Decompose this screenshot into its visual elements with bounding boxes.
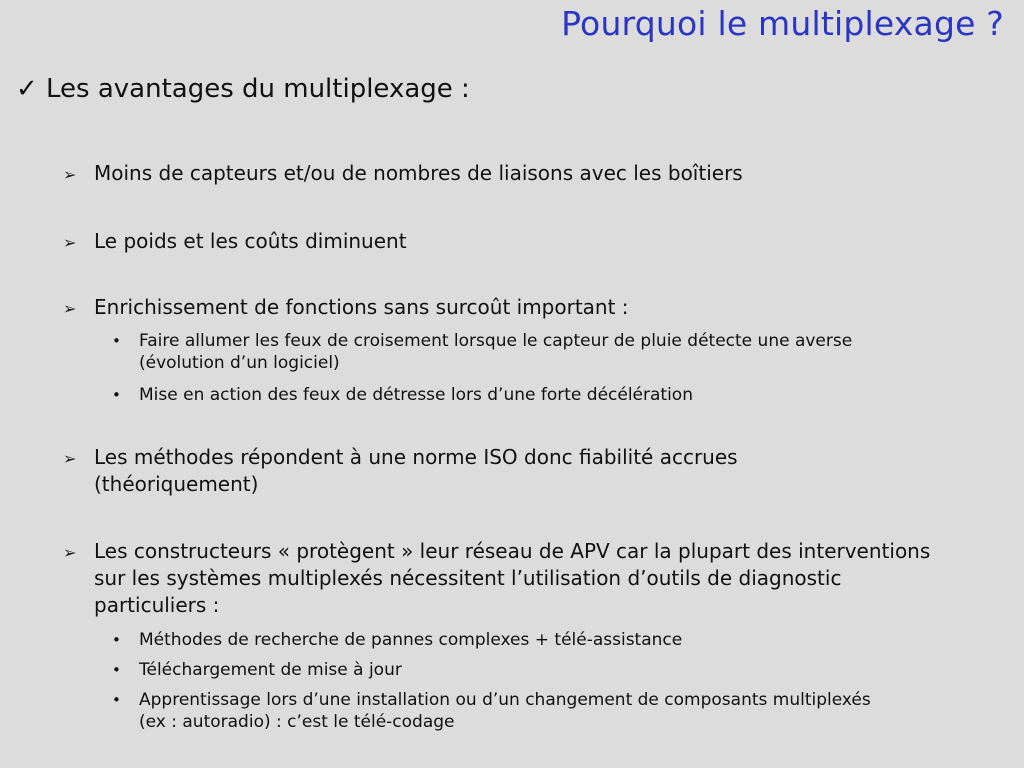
section-heading-text: Les avantages du multiplexage : [46,74,470,104]
sub-bullet-item [112,384,902,406]
bullet-text: Les constructeurs « protègent » leur réseau de APV car la plupart des interventions sur les systèmes multiplexés nécessitent l’utilisation d’outils de diagnostic particuliers : [94,539,931,617]
sub-bullet-text: Téléchargement de mise à jour [139,660,402,680]
sub-bullet-item [112,659,902,681]
sub-bullet-text: Méthodes de recherche de pannes complexes + télé-assistance [139,630,683,650]
sub-bullet-item [112,629,902,651]
sub-bullet-item [112,330,902,374]
bullet-text: Les méthodes répondent à une norme ISO donc fiabilité accrues (théoriquement) [94,445,738,496]
dot-bullet-icon: • [112,661,121,679]
arrow-bullet-icon: ➢ [63,299,77,318]
arrow-bullet-icon: ➢ [63,449,77,468]
bullet-item [63,538,963,619]
slide-title: Pourquoi le multiplexage ? [561,4,1004,43]
dot-bullet-icon: • [112,691,121,709]
dot-bullet-icon: • [112,332,121,350]
dot-bullet-icon: • [112,386,121,404]
dot-bullet-icon: • [112,631,121,649]
bullet-text: Moins de capteurs et/ou de nombres de liaisons avec les boîtiers [94,161,743,185]
arrow-bullet-icon: ➢ [63,543,77,562]
bullet-text: Enrichissement de fonctions sans surcoût important : [94,295,629,319]
bullet-item [63,228,963,255]
bullet-text: Le poids et les coûts diminuent [94,229,407,253]
bullet-item [63,160,963,187]
bullet-item [63,294,963,321]
sub-bullet-text: Faire allumer les feux de croisement lorsque le capteur de pluie détecte une averse (évolution d’un logiciel) [139,331,853,373]
sub-bullet-text: Apprentissage lors d’une installation ou d’un changement de composants multiplexés (ex : autoradio) : c’est le télé-codage [139,690,871,732]
sub-bullet-item [112,689,902,733]
arrow-bullet-icon: ➢ [63,233,77,252]
bullet-item [63,444,963,498]
checkmark-icon: ✓ [16,74,38,104]
sub-bullet-text: Mise en action des feux de détresse lors d’une forte décélération [139,385,693,405]
arrow-bullet-icon: ➢ [63,165,77,184]
section-heading [16,74,470,104]
